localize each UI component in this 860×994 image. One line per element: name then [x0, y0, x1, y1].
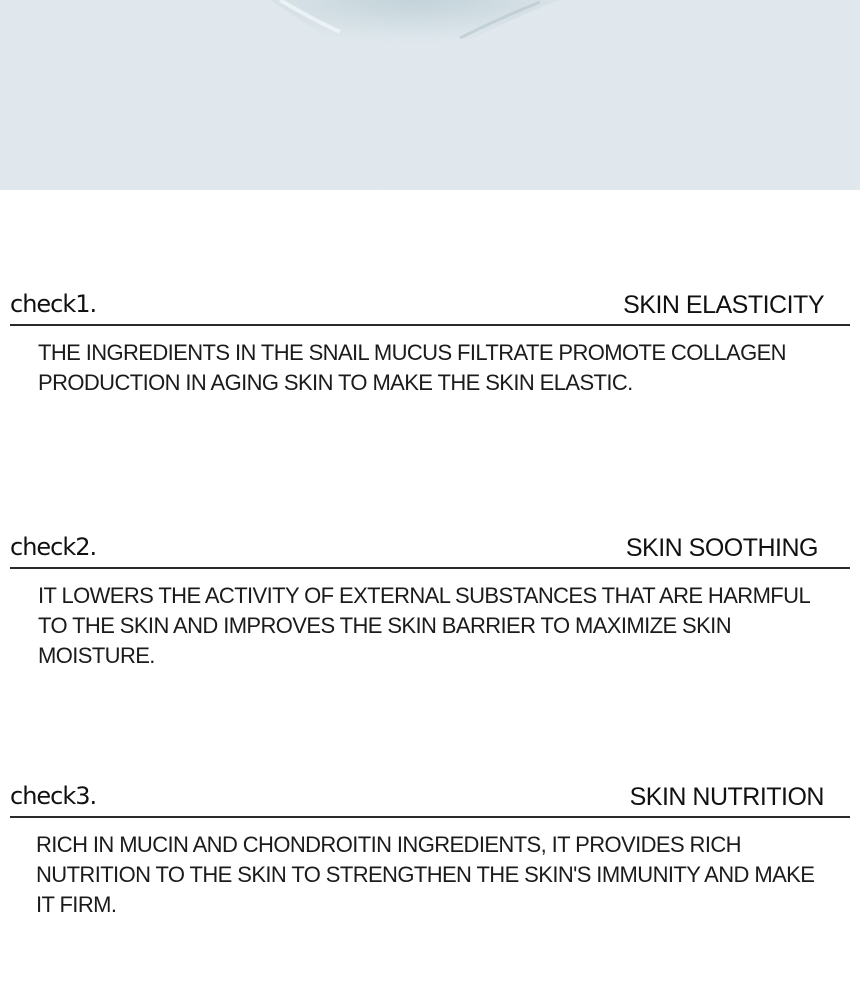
section-header	[10, 290, 850, 324]
section-header	[10, 782, 850, 816]
divider	[10, 816, 850, 818]
section-header	[10, 533, 850, 567]
section-title: SKIN NUTRITION	[629, 783, 824, 811]
section-title: SKIN ELASTICITY	[623, 291, 824, 319]
check-label: check3.	[10, 782, 97, 810]
divider	[10, 324, 850, 326]
section-description: IT LOWERS THE ACTIVITY OF EXTERNAL SUBSTANCES THAT ARE HARMFUL TO THE SKIN AND IMPROVES THE SKIN BARRIER TO MAXIMIZE SKIN MOISTURE.	[38, 583, 810, 668]
benefit-section-elasticity	[10, 290, 850, 398]
check-label: check2.	[10, 533, 97, 561]
product-hero-image	[0, 0, 860, 190]
gel-texture-image	[0, 0, 860, 190]
section-description: RICH IN MUCIN AND CHONDROITIN INGREDIENTS, IT PROVIDES RICH NUTRITION TO THE SKIN TO STRENGTHEN THE SKIN'S IMMUNITY AND MAKE IT FIRM.	[36, 832, 815, 917]
section-title: SKIN SOOTHING	[625, 534, 818, 562]
section-description: THE INGREDIENTS IN THE SNAIL MUCUS FILTRATE PROMOTE COLLAGEN PRODUCTION IN AGING SKIN TO MAKE THE SKIN ELASTIC.	[38, 340, 786, 395]
check-label: check1.	[10, 290, 97, 318]
divider	[10, 567, 850, 569]
benefit-section-nutrition	[10, 782, 850, 920]
benefit-section-soothing	[10, 533, 850, 671]
